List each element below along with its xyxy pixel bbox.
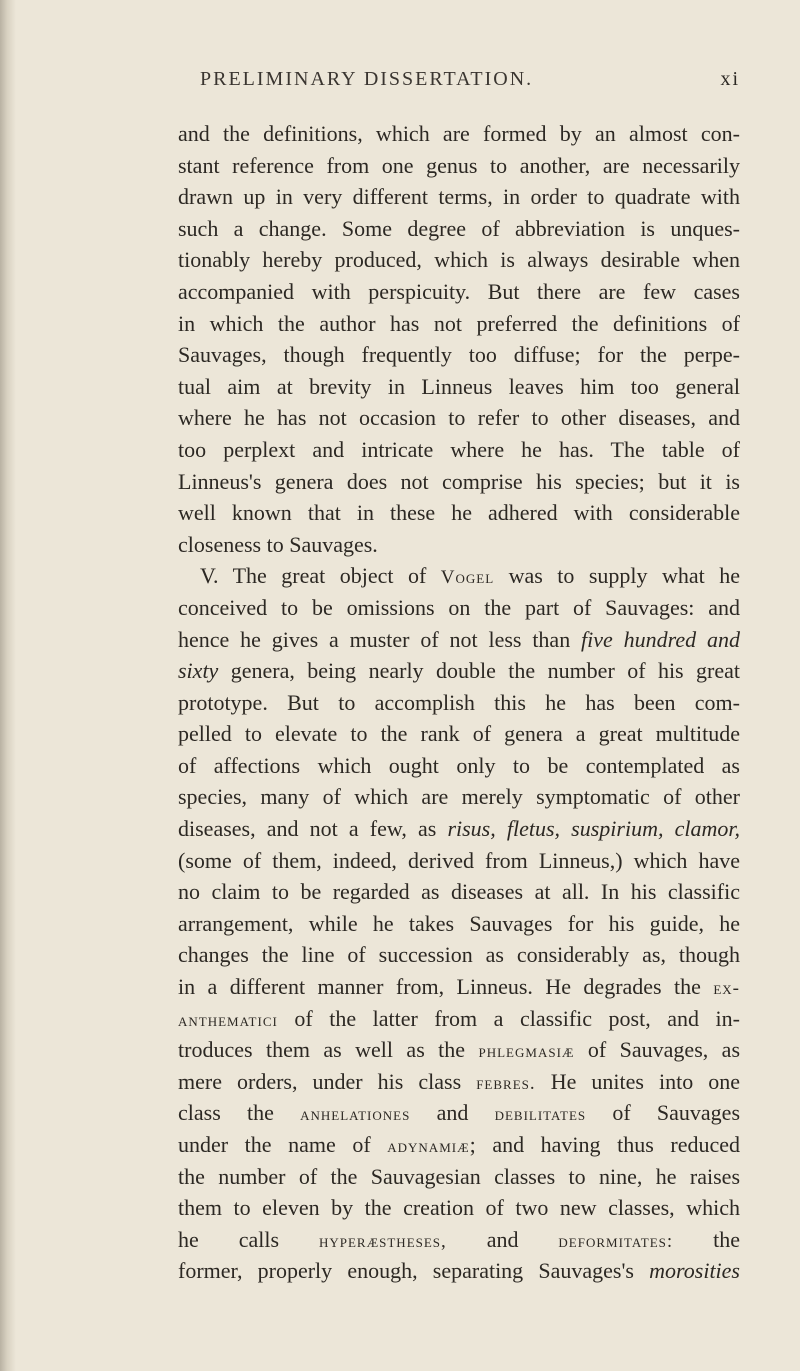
text-line: the number of the Sauvagesian classes to nine, he raises bbox=[178, 1163, 740, 1189]
text-run: class the bbox=[178, 1100, 274, 1126]
text-run: genera, being nearly double the number of his great bbox=[230, 658, 741, 684]
latin-terms: risus, fletus, suspirium, clamor, bbox=[447, 816, 740, 842]
class-name: anthematici bbox=[178, 1009, 278, 1031]
text-line: tual aim at brevity in Linneus leaves him too general bbox=[178, 373, 740, 399]
text-line: prototype. But to accomplish this he has been com- bbox=[178, 689, 740, 715]
text-run: in a different manner from, Linneus. He degrades the bbox=[178, 974, 701, 1000]
text-run: was to supply what he bbox=[508, 563, 741, 589]
text-line: in which the author has not preferred the definitions of bbox=[178, 310, 740, 336]
page-number: xi bbox=[720, 68, 740, 90]
text-line: closeness to Sauvages. bbox=[178, 531, 378, 557]
text-line bbox=[178, 655, 740, 687]
text-line bbox=[178, 1224, 740, 1256]
text-line: stant reference from one genus to another, are necessarily bbox=[178, 152, 740, 178]
page-gutter-shadow bbox=[0, 0, 16, 1371]
text-run: former, properly enough, separating Sauvages's bbox=[178, 1258, 634, 1284]
class-name: adynamiæ bbox=[387, 1136, 470, 1157]
text-line: Sauvages, though frequently too diffuse; for the perpe- bbox=[178, 342, 740, 368]
text-line: of affections which ought only to be contemplated as bbox=[178, 752, 740, 778]
text-line bbox=[178, 813, 740, 845]
text-line: tionably hereby produced, which is always desirable when bbox=[178, 247, 740, 273]
text-line: conceived to be omissions on the part of Sauvages: and bbox=[178, 594, 740, 620]
text-run: he calls bbox=[178, 1226, 280, 1252]
text-line: arrangement, while he takes Sauvages for his guide, he bbox=[178, 910, 740, 936]
text-line: Linneus's genera does not comprise his species; but it is bbox=[178, 468, 740, 494]
text-line bbox=[178, 1003, 740, 1035]
text-line bbox=[178, 624, 740, 656]
text-line bbox=[178, 1129, 740, 1161]
text-line: and the definitions, which are formed by an almost con- bbox=[178, 121, 740, 146]
text-run: V. The great object of bbox=[200, 563, 427, 589]
text-line: where he has not occasion to refer to other diseases, and bbox=[178, 405, 740, 431]
text-run: and bbox=[436, 1100, 469, 1126]
class-name: anhelationes bbox=[300, 1104, 411, 1126]
text-run: He unites into one bbox=[550, 1068, 741, 1094]
text-line: (some of them, indeed, derived from Linneus,) which have bbox=[178, 847, 740, 873]
text-line: well known that in these he adhered with considerable bbox=[178, 500, 740, 526]
emphasis-text: morosities bbox=[649, 1258, 740, 1284]
text-line bbox=[178, 1255, 740, 1287]
text-line bbox=[178, 560, 740, 592]
page-header bbox=[200, 68, 740, 104]
text-line: changes the line of succession as considerably as, though bbox=[178, 942, 740, 968]
emphasis-text: five hundred and bbox=[581, 626, 740, 652]
text-line: no claim to be regarded as diseases at all. In his classific bbox=[178, 879, 740, 905]
text-line bbox=[178, 1097, 740, 1129]
text-line bbox=[178, 971, 740, 1003]
class-name: hyperæstheses, bbox=[318, 1230, 447, 1252]
class-name: deformitates: bbox=[558, 1230, 674, 1252]
text-line: them to eleven by the creation of two new classes, which bbox=[178, 1195, 740, 1221]
text-run: mere orders, under his class bbox=[178, 1068, 462, 1094]
text-run: troduces them as well as the bbox=[178, 1037, 466, 1063]
text-line: such a change. Some degree of abbreviation is unques- bbox=[178, 215, 740, 241]
class-name: febres. bbox=[476, 1072, 536, 1094]
text-run: the bbox=[713, 1226, 740, 1252]
text-line bbox=[178, 1034, 740, 1066]
text-run: and bbox=[486, 1226, 519, 1252]
class-name: phlegmasiæ bbox=[478, 1041, 575, 1063]
emphasis-text: sixty bbox=[178, 658, 219, 684]
text-line: pelled to elevate to the rank of genera a great multitude bbox=[178, 721, 740, 747]
author-name-vogel: Vogel bbox=[440, 567, 495, 589]
running-head: PRELIMINARY DISSERTATION. bbox=[200, 68, 534, 90]
text-run: diseases, and not a few, as bbox=[178, 816, 437, 842]
text-run: ; and having thus reduced bbox=[469, 1132, 740, 1157]
text-run: of Sauvages, as bbox=[587, 1037, 741, 1063]
text-line bbox=[178, 1066, 740, 1098]
page-body bbox=[178, 118, 740, 1287]
text-run: of Sauvages bbox=[612, 1100, 741, 1126]
text-line: species, many of which are merely symptomatic of other bbox=[178, 784, 740, 810]
text-line: too perplext and intricate where he has. The table of bbox=[178, 436, 740, 462]
text-run: of the latter from a classific post, and in- bbox=[294, 1005, 740, 1031]
text-line: accompanied with perspicuity. But there are few cases bbox=[178, 278, 740, 304]
class-name: debilitates bbox=[494, 1104, 587, 1126]
text-run: under the name of bbox=[178, 1132, 371, 1157]
class-name: ex- bbox=[713, 978, 740, 1000]
text-run: hence he gives a muster of not less than bbox=[178, 626, 571, 652]
text-line: drawn up in very different terms, in order to quadrate with bbox=[178, 184, 740, 210]
